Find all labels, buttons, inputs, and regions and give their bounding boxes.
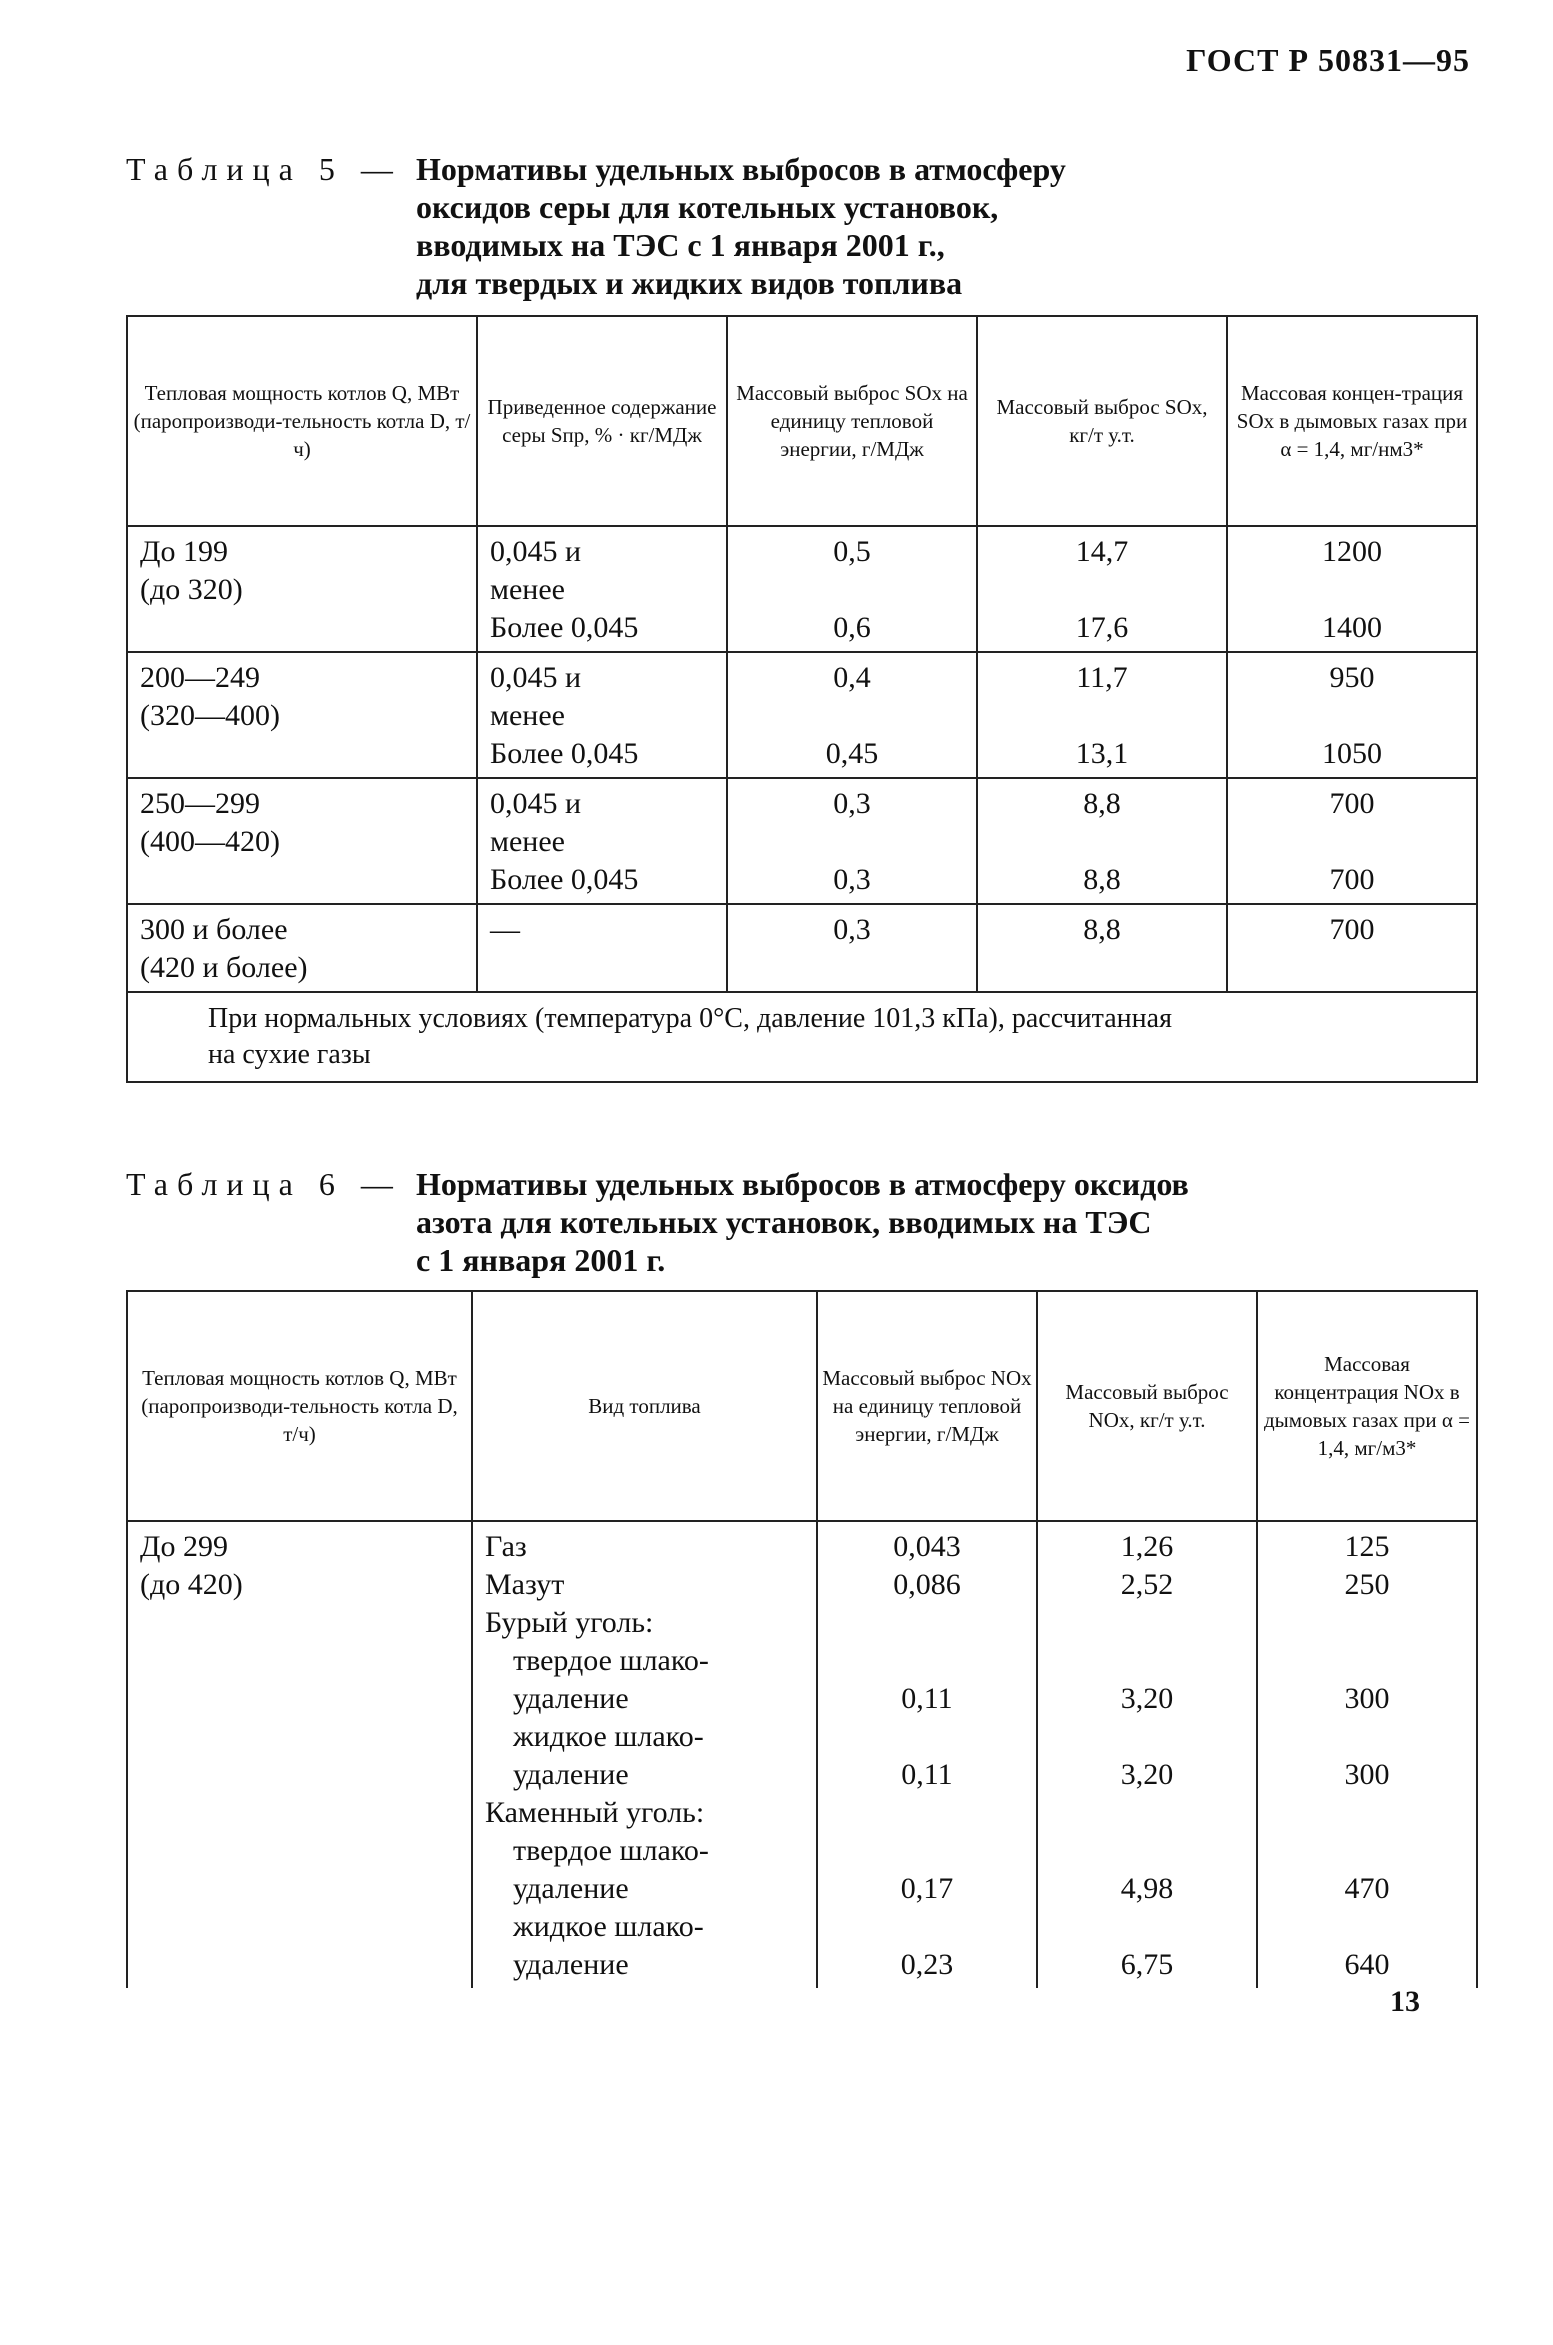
table6-column-header: Вид топлива — [472, 1291, 817, 1521]
table6-fuel-value: твердое шлако- — [513, 1644, 709, 1677]
table6-mass-value — [1050, 1832, 1244, 1870]
table6-energy-value — [830, 1832, 1024, 1870]
table5-sulfur-cell — [477, 778, 727, 904]
table5-column-header: Приведенное содержание серы Sпр, % · кг/МДж — [477, 316, 727, 526]
table5-note — [127, 992, 1477, 1082]
table6-fuel-value: Каменный уголь: — [485, 1796, 705, 1829]
table5-energy-value: 0,3 — [833, 787, 871, 820]
table5-conc-value: 700 — [1329, 913, 1375, 946]
table5-power-cell — [127, 652, 477, 778]
table6-title-line: Нормативы удельных выбросов в атмосферу оксидов — [416, 1166, 1189, 1202]
table5-energy-value: 0,5 — [833, 535, 871, 568]
table5-title-line: для твердых и жидких видов топлива — [416, 265, 963, 301]
table5-label: Таблица 5 — — [126, 151, 402, 187]
table6-conc-value: 300 — [1344, 1758, 1390, 1791]
table5-conc-cell — [1227, 526, 1477, 652]
table6-mass-value: 3,20 — [1120, 1682, 1174, 1715]
page-number: 13 — [1390, 1985, 1420, 2018]
table6-fuel-value: удаление — [513, 1682, 629, 1715]
table5-column-header: Массовый выброс SOx на единицу тепловой энергии, г/МДж — [727, 316, 977, 526]
table6-column-header: Массовая концентрация NOx в дымовых газах при α = 1,4, мг/м3* — [1257, 1291, 1477, 1521]
table5-sulfur-cell — [477, 526, 727, 652]
table5-power-cell — [127, 778, 477, 904]
table6-fuel-value: удаление — [513, 1948, 629, 1981]
table5-power-value: 200—249 — [140, 661, 260, 694]
table5-energy-cell — [727, 904, 977, 992]
table5-column-header: Массовая концен-трация SOx в дымовых газах при α = 1,4, мг/нм3* — [1227, 316, 1477, 526]
table6-conc-value: 125 — [1344, 1530, 1390, 1563]
table6-mass-value — [1050, 1642, 1244, 1680]
table5-conc-value: 950 — [1329, 661, 1375, 694]
table5-note-line: на сухие газы — [208, 1039, 371, 1070]
table5-mass-value: 8,8 — [1083, 863, 1121, 896]
table6-fuel-value: Бурый уголь: — [485, 1606, 654, 1639]
table6-mass-value — [1050, 1908, 1244, 1946]
table5-row — [127, 652, 1477, 778]
table5-title-line: Нормативы удельных выбросов в атмосферу — [416, 151, 1066, 187]
table5-conc-value: 1200 — [1322, 535, 1382, 568]
table6-energy-value: 0,043 — [893, 1530, 961, 1563]
table5-power-value: (320—400) — [140, 699, 280, 732]
table5 — [126, 315, 1478, 1083]
table5-mass-value: 8,8 — [1083, 913, 1121, 946]
table5-conc-value: 1050 — [1322, 737, 1382, 770]
table6-energy-value: 0,11 — [901, 1758, 953, 1791]
table6-mass-value — [1050, 1794, 1244, 1832]
table6-column-header: Массовый выброс NOx на единицу тепловой энергии, г/МДж — [817, 1291, 1037, 1521]
table6-energy-value — [830, 1642, 1024, 1680]
table6-header-row — [127, 1291, 1477, 1521]
table5-energy-value: 0,4 — [833, 661, 871, 694]
table5-mass-value: 8,8 — [1083, 787, 1121, 820]
table5-energy-value: 0,6 — [833, 611, 871, 644]
table5-mass-value: 17,6 — [1075, 611, 1129, 644]
table5-mass-cell — [977, 904, 1227, 992]
table5-sulfur-value: 0,045 и — [490, 661, 582, 694]
table5-mass-value: 13,1 — [1075, 737, 1129, 770]
table6-fuel-cell — [472, 1521, 817, 1988]
table5-title-line: оксидов серы для котельных установок, — [416, 189, 999, 225]
table5-column-header: Тепловая мощность котлов Q, МВт (паропроизводи-тельность котла D, т/ч) — [127, 316, 477, 526]
table6-energy-value: 0,11 — [901, 1682, 953, 1715]
table5-row — [127, 904, 1477, 992]
table6-mass-value — [1050, 1604, 1244, 1642]
table5-sulfur-value: 0,045 и — [490, 535, 582, 568]
table5-power-value: 250—299 — [140, 787, 260, 820]
table5-sulfur-value: Более 0,045 — [490, 737, 639, 770]
table6-mass-value: 4,98 — [1120, 1872, 1174, 1905]
table5-power-cell — [127, 526, 477, 652]
table5-column-header: Массовый выброс SOx, кг/т у.т. — [977, 316, 1227, 526]
table5-mass-cell — [977, 778, 1227, 904]
table6-fuel-value: удаление — [513, 1872, 629, 1905]
table5-energy-cell — [727, 652, 977, 778]
table6 — [126, 1290, 1478, 1988]
table6-column-header: Тепловая мощность котлов Q, МВт (паропроизводи-тельность котла D, т/ч) — [127, 1291, 472, 1521]
table5-sulfur-value: Более 0,045 — [490, 611, 639, 644]
table5-conc-cell — [1227, 904, 1477, 992]
table5-power-value: 300 и более — [140, 913, 288, 946]
table5-mass-value: 11,7 — [1076, 661, 1128, 694]
table6-conc-value — [1270, 1604, 1464, 1642]
table6-row — [127, 1521, 1477, 1988]
table6-energy-value — [830, 1718, 1024, 1756]
table6-mass-value: 1,26 — [1120, 1530, 1174, 1563]
table5-conc-value: 1400 — [1322, 611, 1382, 644]
table6-conc-value: 300 — [1344, 1682, 1390, 1715]
table5-sulfur-value: менее — [490, 825, 565, 858]
table5-sulfur-cell — [477, 904, 727, 992]
table5-sulfur-value: Более 0,045 — [490, 863, 639, 896]
table6-energy-value: 0,086 — [893, 1568, 961, 1601]
table5-sulfur-cell — [477, 652, 727, 778]
table5-energy-value: 0,3 — [833, 913, 871, 946]
table6-energy-value: 0,17 — [900, 1872, 954, 1905]
table6-conc-value — [1270, 1642, 1464, 1680]
table6-conc-value: 470 — [1344, 1872, 1390, 1905]
table6-caption — [126, 1165, 1189, 1279]
table6-energy-value — [830, 1604, 1024, 1642]
table5-power-value: (420 и более) — [140, 951, 308, 984]
table5-caption — [126, 150, 1066, 302]
table6-mass-value — [1050, 1718, 1244, 1756]
table6-mass-value: 6,75 — [1120, 1948, 1174, 1981]
table6-fuel-value: Мазут — [485, 1568, 565, 1601]
table5-title-line: вводимых на ТЭС с 1 января 2001 г., — [416, 227, 945, 263]
table5-power-value: До 199 — [140, 535, 228, 568]
table5-sulfur-value: менее — [490, 699, 565, 732]
table6-conc-value: 250 — [1344, 1568, 1390, 1601]
table6-conc-value: 640 — [1344, 1948, 1390, 1981]
table5-energy-cell — [727, 778, 977, 904]
table6-fuel-value: Газ — [485, 1530, 527, 1563]
table5-note-line: При нормальных условиях (температура 0°С, давление 101,3 кПа), рассчитанная — [208, 1003, 1172, 1034]
table5-conc-value: 700 — [1329, 863, 1375, 896]
table5-conc-value: 700 — [1329, 787, 1375, 820]
table6-conc-value — [1270, 1718, 1464, 1756]
table6-energy-value: 0,23 — [900, 1948, 954, 1981]
table5-energy-value: 0,3 — [833, 863, 871, 896]
table5-energy-cell — [727, 526, 977, 652]
table6-conc-value — [1270, 1832, 1464, 1870]
table6-conc-cell — [1257, 1521, 1477, 1988]
table5-row — [127, 778, 1477, 904]
table5-note-row — [127, 992, 1477, 1082]
table5-sulfur-value: 0,045 и — [490, 787, 582, 820]
table6-mass-cell — [1037, 1521, 1257, 1988]
table5-mass-value: 14,7 — [1075, 535, 1129, 568]
table6-mass-value: 2,52 — [1120, 1568, 1174, 1601]
table6-fuel-value: удаление — [513, 1758, 629, 1791]
table6-title-line: азота для котельных установок, вводимых на ТЭС — [416, 1204, 1152, 1240]
table6-power-line: (до 420) — [140, 1568, 243, 1601]
table5-mass-cell — [977, 526, 1227, 652]
table6-fuel-value: твердое шлако- — [513, 1834, 709, 1867]
table6-fuel-value: жидкое шлако- — [513, 1720, 704, 1753]
table5-conc-cell — [1227, 778, 1477, 904]
table6-energy-value — [830, 1908, 1024, 1946]
table5-row — [127, 526, 1477, 652]
table5-conc-cell — [1227, 652, 1477, 778]
table6-power-cell — [127, 1521, 472, 1988]
table6-conc-value — [1270, 1908, 1464, 1946]
table6-conc-value — [1270, 1794, 1464, 1832]
table5-sulfur-value: менее — [490, 573, 565, 606]
table6-fuel-value: жидкое шлако- — [513, 1910, 704, 1943]
table5-header-row — [127, 316, 1477, 526]
table5-energy-value: 0,45 — [825, 737, 879, 770]
table6-title-line: с 1 января 2001 г. — [416, 1242, 666, 1278]
table6-energy-value — [830, 1794, 1024, 1832]
table5-power-cell — [127, 904, 477, 992]
table6-mass-value: 3,20 — [1120, 1758, 1174, 1791]
table6-column-header: Массовый выброс NOx, кг/т у.т. — [1037, 1291, 1257, 1521]
table5-power-value: (400—420) — [140, 825, 280, 858]
document-header: ГОСТ Р 50831—95 — [1186, 42, 1470, 78]
table6-label: Таблица 6 — — [126, 1166, 402, 1202]
table5-power-value: (до 320) — [140, 573, 243, 606]
table5-sulfur-value: — — [490, 913, 520, 946]
table6-power-line: До 299 — [140, 1530, 228, 1563]
table6-energy-cell — [817, 1521, 1037, 1988]
table5-mass-cell — [977, 652, 1227, 778]
